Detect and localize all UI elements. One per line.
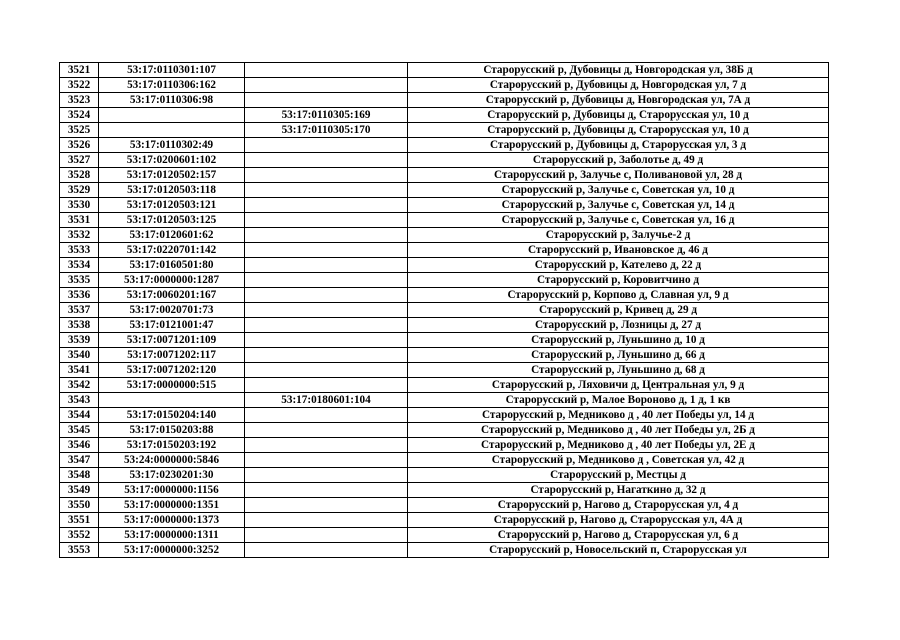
address-cell: Старорусский р, Нагаткино д, 32 д xyxy=(408,483,829,498)
row-number-cell: 3550 xyxy=(60,498,99,513)
address-cell: Старорусский р, Залучье с, Советская ул, 14 д xyxy=(408,198,829,213)
address-cell: Старорусский р, Коровитчино д xyxy=(408,273,829,288)
table-row xyxy=(60,183,829,198)
cadastral-number-cell: 53:17:0000000:1373 xyxy=(99,513,245,528)
cadastral-number-cell: 53:17:0120502:157 xyxy=(99,168,245,183)
cadastral-number-cell: 53:17:0000000:515 xyxy=(99,378,245,393)
cadastral-number-alt-cell xyxy=(245,483,408,498)
table-row xyxy=(60,408,829,423)
address-cell: Старорусский р, Луньшино д, 10 д xyxy=(408,333,829,348)
cadastral-number-cell: 53:17:0110302:49 xyxy=(99,138,245,153)
table-row xyxy=(60,138,829,153)
address-cell: Старорусский р, Луньшино д, 66 д xyxy=(408,348,829,363)
row-number-cell: 3535 xyxy=(60,273,99,288)
address-cell: Старорусский р, Дубовицы д, Старорусская ул, 3 д xyxy=(408,138,829,153)
address-cell: Старорусский р, Нагово д, Старорусская ул, 6 д xyxy=(408,528,829,543)
cadastral-number-alt-cell xyxy=(245,348,408,363)
row-number-cell: 3531 xyxy=(60,213,99,228)
row-number-cell: 3545 xyxy=(60,423,99,438)
table-row xyxy=(60,93,829,108)
row-number-cell: 3521 xyxy=(60,63,99,78)
row-number-cell: 3526 xyxy=(60,138,99,153)
table-row xyxy=(60,108,829,123)
row-number-cell: 3523 xyxy=(60,93,99,108)
row-number-cell: 3546 xyxy=(60,438,99,453)
table-row xyxy=(60,123,829,138)
table-row xyxy=(60,543,829,558)
row-number-cell: 3527 xyxy=(60,153,99,168)
table-row xyxy=(60,423,829,438)
table-row xyxy=(60,393,829,408)
cadastral-number-alt-cell xyxy=(245,258,408,273)
cadastral-number-alt-cell xyxy=(245,303,408,318)
cadastral-number-alt-cell xyxy=(245,453,408,468)
table-row xyxy=(60,453,829,468)
table-row xyxy=(60,498,829,513)
address-cell: Старорусский р, Медниково д , 40 лет Победы ул, 14 д xyxy=(408,408,829,423)
table-row xyxy=(60,528,829,543)
table-row xyxy=(60,78,829,93)
cadastral-number-alt-cell xyxy=(245,78,408,93)
cadastral-number-alt-cell xyxy=(245,498,408,513)
cadastral-number-alt-cell xyxy=(245,183,408,198)
cadastral-number-alt-cell xyxy=(245,423,408,438)
cadastral-number-cell: 53:17:0200601:102 xyxy=(99,153,245,168)
address-cell: Старорусский р, Нагово д, Старорусская ул, 4А д xyxy=(408,513,829,528)
cadastral-number-cell: 53:24:0000000:5846 xyxy=(99,453,245,468)
cadastral-number-cell: 53:17:0020701:73 xyxy=(99,303,245,318)
cadastral-number-cell: 53:17:0110306:98 xyxy=(99,93,245,108)
cadastral-number-alt-cell: 53:17:0110305:170 xyxy=(245,123,408,138)
address-cell: Старорусский р, Малое Вороново д, 1 д, 1 кв xyxy=(408,393,829,408)
row-number-cell: 3525 xyxy=(60,123,99,138)
cadastral-number-cell: 53:17:0150203:192 xyxy=(99,438,245,453)
table-row xyxy=(60,228,829,243)
address-cell: Старорусский р, Луньшино д, 68 д xyxy=(408,363,829,378)
table-row xyxy=(60,288,829,303)
cadastral-number-cell: 53:17:0071202:117 xyxy=(99,348,245,363)
address-cell: Старорусский р, Кривец д, 29 д xyxy=(408,303,829,318)
cadastral-number-alt-cell xyxy=(245,438,408,453)
row-number-cell: 3528 xyxy=(60,168,99,183)
table-row xyxy=(60,483,829,498)
table-row xyxy=(60,243,829,258)
row-number-cell: 3536 xyxy=(60,288,99,303)
row-number-cell: 3539 xyxy=(60,333,99,348)
table-row xyxy=(60,63,829,78)
row-number-cell: 3551 xyxy=(60,513,99,528)
address-cell: Старорусский р, Медниково д , 40 лет Победы ул, 2Е д xyxy=(408,438,829,453)
cadastral-number-alt-cell xyxy=(245,63,408,78)
cadastral-number-cell: 53:17:0110306:162 xyxy=(99,78,245,93)
table-row xyxy=(60,348,829,363)
registry-table-body xyxy=(60,63,829,558)
address-cell: Старорусский р, Залучье с, Поливановой ул, 28 д xyxy=(408,168,829,183)
address-cell: Старорусский р, Лозницы д, 27 д xyxy=(408,318,829,333)
address-cell: Старорусский р, Залучье с, Советская ул, 16 д xyxy=(408,213,829,228)
row-number-cell: 3548 xyxy=(60,468,99,483)
row-number-cell: 3532 xyxy=(60,228,99,243)
cadastral-number-alt-cell xyxy=(245,468,408,483)
address-cell: Старорусский р, Залучье с, Советская ул, 10 д xyxy=(408,183,829,198)
address-cell: Старорусский р, Ивановское д, 46 д xyxy=(408,243,829,258)
table-row xyxy=(60,168,829,183)
cadastral-number-alt-cell xyxy=(245,228,408,243)
cadastral-number-alt-cell xyxy=(245,543,408,558)
table-row xyxy=(60,468,829,483)
row-number-cell: 3543 xyxy=(60,393,99,408)
row-number-cell: 3542 xyxy=(60,378,99,393)
cadastral-number-alt-cell xyxy=(245,318,408,333)
cadastral-number-cell: 53:17:0000000:1311 xyxy=(99,528,245,543)
row-number-cell: 3533 xyxy=(60,243,99,258)
row-number-cell: 3553 xyxy=(60,543,99,558)
cadastral-number-cell xyxy=(99,108,245,123)
cadastral-number-alt-cell xyxy=(245,198,408,213)
table-row xyxy=(60,513,829,528)
cadastral-number-alt-cell xyxy=(245,333,408,348)
cadastral-number-cell xyxy=(99,393,245,408)
table-row xyxy=(60,333,829,348)
address-cell: Старорусский р, Медниково д , Советская ул, 42 д xyxy=(408,453,829,468)
address-cell: Старорусский р, Залучье-2 д xyxy=(408,228,829,243)
cadastral-number-cell: 53:17:0120503:121 xyxy=(99,198,245,213)
cadastral-number-alt-cell xyxy=(245,243,408,258)
cadastral-number-alt-cell: 53:17:0110305:169 xyxy=(245,108,408,123)
table-row xyxy=(60,378,829,393)
address-cell: Старорусский р, Дубовицы д, Новгородская ул, 7А д xyxy=(408,93,829,108)
row-number-cell: 3544 xyxy=(60,408,99,423)
row-number-cell: 3537 xyxy=(60,303,99,318)
cadastral-number-alt-cell xyxy=(245,363,408,378)
table-row xyxy=(60,258,829,273)
address-cell: Старорусский р, Корпово д, Славная ул, 9 д xyxy=(408,288,829,303)
cadastral-number-cell: 53:17:0120601:62 xyxy=(99,228,245,243)
cadastral-number-cell: 53:17:0110301:107 xyxy=(99,63,245,78)
address-cell: Старорусский р, Нагово д, Старорусская ул, 4 д xyxy=(408,498,829,513)
cadastral-number-cell: 53:17:0071202:120 xyxy=(99,363,245,378)
address-cell: Старорусский р, Дубовицы д, Старорусская ул, 10 д xyxy=(408,108,829,123)
address-cell: Старорусский р, Заболотье д, 49 д xyxy=(408,153,829,168)
cadastral-number-cell: 53:17:0120503:118 xyxy=(99,183,245,198)
cadastral-number-cell: 53:17:0150203:88 xyxy=(99,423,245,438)
cadastral-number-cell: 53:17:0220701:142 xyxy=(99,243,245,258)
table-row xyxy=(60,198,829,213)
address-cell: Старорусский р, Дубовицы д, Старорусская ул, 10 д xyxy=(408,123,829,138)
table-row xyxy=(60,273,829,288)
cadastral-number-cell: 53:17:0160501:80 xyxy=(99,258,245,273)
row-number-cell: 3530 xyxy=(60,198,99,213)
cadastral-number-cell: 53:17:0121001:47 xyxy=(99,318,245,333)
table-row xyxy=(60,303,829,318)
cadastral-number-alt-cell xyxy=(245,378,408,393)
cadastral-number-cell: 53:17:0071201:109 xyxy=(99,333,245,348)
cadastral-number-cell: 53:17:0120503:125 xyxy=(99,213,245,228)
table-row xyxy=(60,153,829,168)
address-cell: Старорусский р, Медниково д , 40 лет Победы ул, 2Б д xyxy=(408,423,829,438)
cadastral-number-alt-cell xyxy=(245,513,408,528)
table-row xyxy=(60,438,829,453)
table-row xyxy=(60,363,829,378)
cadastral-number-cell: 53:17:0000000:3252 xyxy=(99,543,245,558)
address-cell: Старорусский р, Местцы д xyxy=(408,468,829,483)
table-row xyxy=(60,318,829,333)
registry-table xyxy=(59,62,829,558)
cadastral-number-cell: 53:17:0000000:1351 xyxy=(99,498,245,513)
cadastral-number-alt-cell xyxy=(245,288,408,303)
cadastral-number-alt-cell xyxy=(245,138,408,153)
address-cell: Старорусский р, Ляховичи д, Центральная ул, 9 д xyxy=(408,378,829,393)
row-number-cell: 3541 xyxy=(60,363,99,378)
cadastral-number-cell: 53:17:0060201:167 xyxy=(99,288,245,303)
cadastral-number-cell: 53:17:0000000:1156 xyxy=(99,483,245,498)
row-number-cell: 3547 xyxy=(60,453,99,468)
row-number-cell: 3529 xyxy=(60,183,99,198)
cadastral-number-alt-cell xyxy=(245,408,408,423)
row-number-cell: 3522 xyxy=(60,78,99,93)
address-cell: Старорусский р, Дубовицы д, Новгородская ул, 38Б д xyxy=(408,63,829,78)
cadastral-number-alt-cell xyxy=(245,153,408,168)
cadastral-number-cell: 53:17:0230201:30 xyxy=(99,468,245,483)
cadastral-number-alt-cell xyxy=(245,528,408,543)
address-cell: Старорусский р, Новосельский п, Старорусская ул xyxy=(408,543,829,558)
address-cell: Старорусский р, Кателево д, 22 д xyxy=(408,258,829,273)
row-number-cell: 3549 xyxy=(60,483,99,498)
cadastral-number-alt-cell xyxy=(245,168,408,183)
row-number-cell: 3524 xyxy=(60,108,99,123)
address-cell: Старорусский р, Дубовицы д, Новгородская ул, 7 д xyxy=(408,78,829,93)
cadastral-number-alt-cell xyxy=(245,93,408,108)
cadastral-number-alt-cell xyxy=(245,273,408,288)
table-row xyxy=(60,213,829,228)
row-number-cell: 3534 xyxy=(60,258,99,273)
cadastral-number-alt-cell xyxy=(245,213,408,228)
cadastral-number-alt-cell: 53:17:0180601:104 xyxy=(245,393,408,408)
row-number-cell: 3538 xyxy=(60,318,99,333)
row-number-cell: 3540 xyxy=(60,348,99,363)
row-number-cell: 3552 xyxy=(60,528,99,543)
cadastral-number-cell: 53:17:0150204:140 xyxy=(99,408,245,423)
cadastral-number-cell: 53:17:0000000:1287 xyxy=(99,273,245,288)
cadastral-number-cell xyxy=(99,123,245,138)
